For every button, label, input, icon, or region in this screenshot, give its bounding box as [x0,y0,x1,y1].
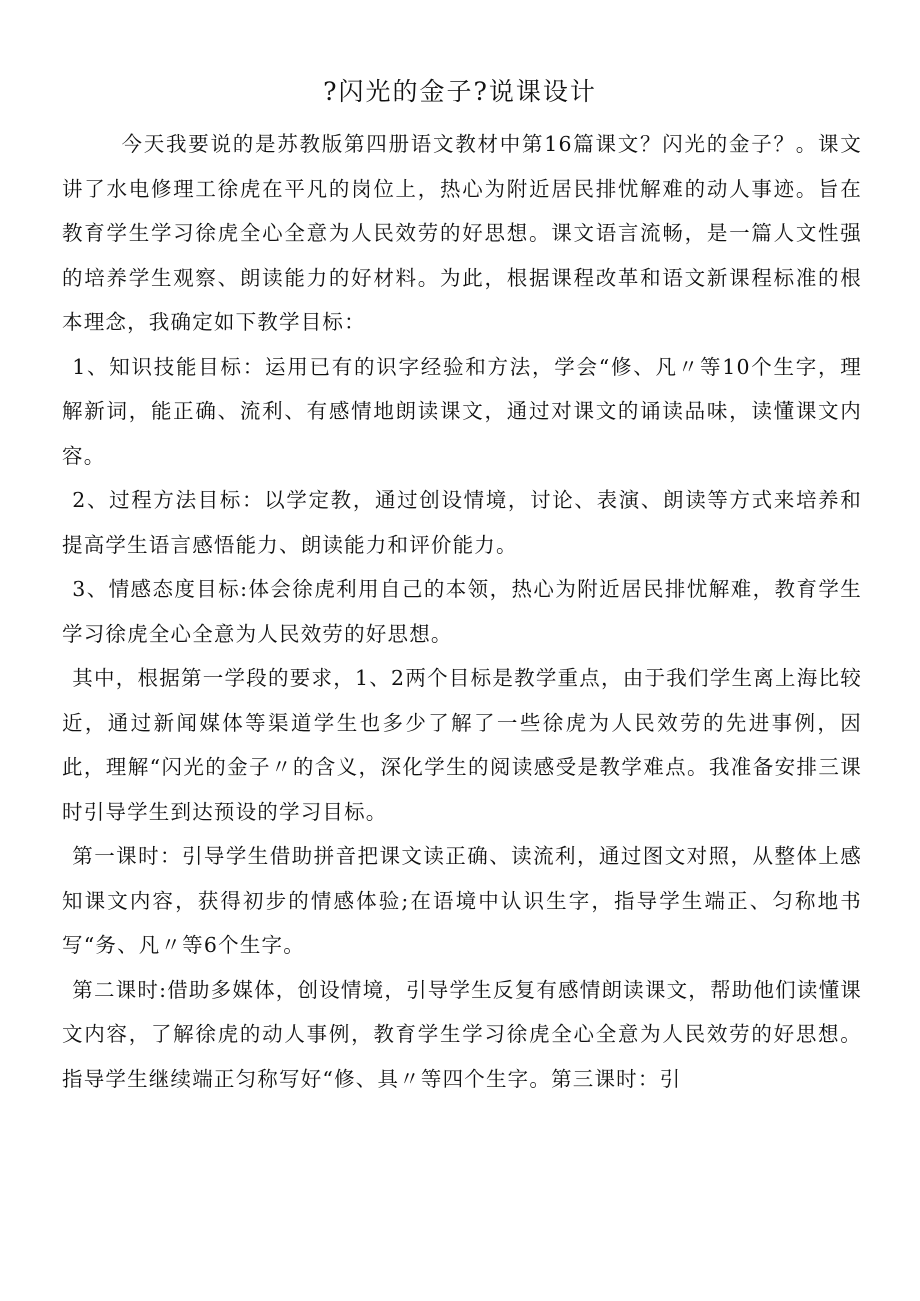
document-body [62,122,862,1101]
document-title: ?闪光的金子?说课设计 [323,77,597,106]
paragraph-goal-process: 2、过程方法目标：以学定教，通过创设情境，讨论、表演、朗读等方式来培养和提高学生语言感悟能力、朗读能力和评价能力。 [62,488,862,557]
paragraph-intro: 今天我要说的是苏教版第四册语文教材中第16篇课文？闪光的金子？。课文讲了水电修理工徐虎在平凡的岗位上，热心为附近居民排忧解难的动人事迹。旨在教育学生学习徐虎全心全意为人民效劳的好思想。课文语言流畅，是一篇人文性强的培养学生观察、朗读能力的好材料。为此，根据课程改革和语文新课程标准的根本理念，我确定如下教学目标： [62,132,862,334]
paragraph-goal-emotion: 3、情感态度目标:体会徐虎利用自己的本领，热心为附近居民排忧解难，教育学生学习徐虎全心全意为人民效劳的好思想。 [62,577,862,646]
paragraph-lesson-one: 第一课时：引导学生借助拼音把课文读正确、读流利，通过图文对照，从整体上感知课文内容，获得初步的情感体验;在语境中认识生字，指导学生端正、匀称地书写“务、凡〃等6个生字。 [62,844,862,957]
paragraph-goal-knowledge: 1、知识技能目标：运用已有的识字经验和方法，学会“修、凡〃等10个生字，理解新词，能正确、流利、有感情地朗读课文，通过对课文的诵读品味，读懂课文内容。 [62,354,862,468]
paragraph-lesson-two: 第二课时:借助多媒体，创设情境，引导学生反复有感情朗读课文，帮助他们读懂课文内容，了解徐虎的动人事例，教育学生学习徐虎全心全意为人民效劳的好思想。指导学生继续端正匀称写好“修、具〃等四个生字。第三课时：引 [62,977,862,1091]
paragraph-key-points: 其中，根据第一学段的要求，1、2两个目标是教学重点，由于我们学生离上海比较近，通过新闻媒体等渠道学生也多少了解了一些徐虎为人民效劳的先进事例，因此，理解“闪光的金子〃的含义，深化学生的阅读感受是教学难点。我准备安排三课时引导学生到达预设的学习目标。 [62,666,862,824]
